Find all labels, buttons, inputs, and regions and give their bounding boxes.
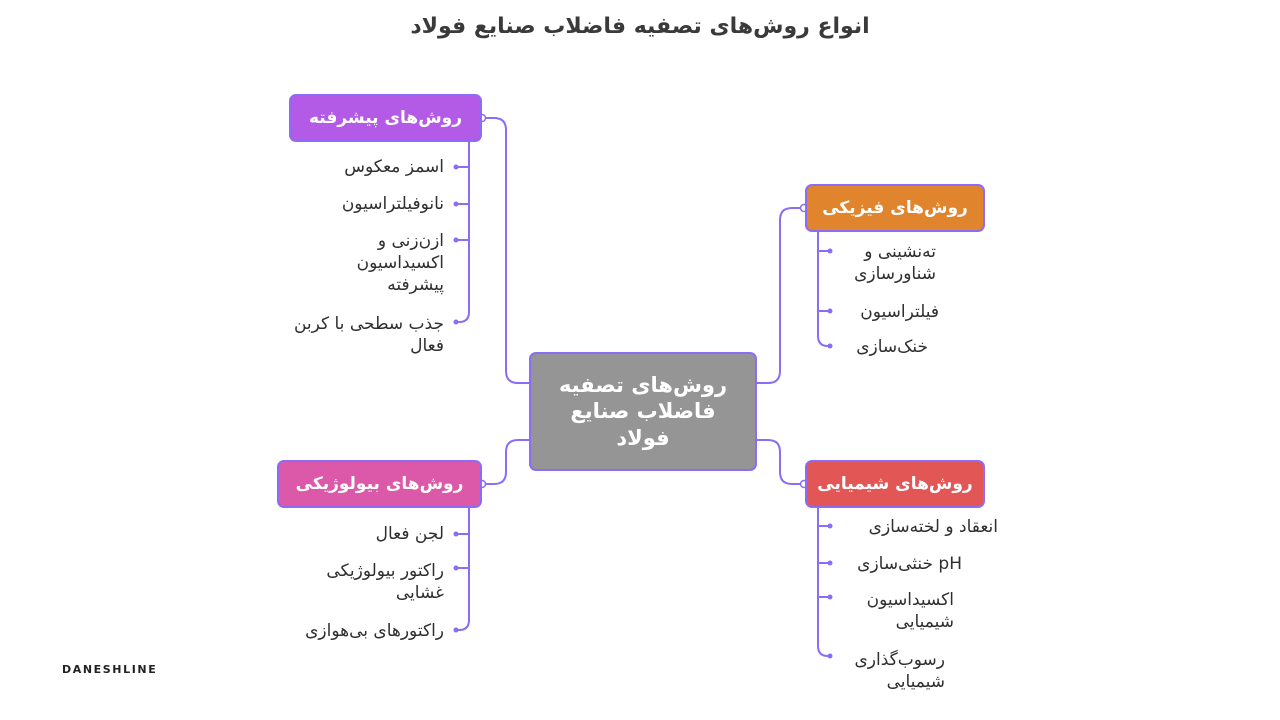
center-line-1: روش‌های تصفیه — [558, 373, 728, 398]
branch-physical-label: روش‌های فیزیکی — [822, 197, 968, 218]
chemical-item-4: رسوب‌گذاری شیمیایی — [854, 650, 945, 692]
chemical-item-1: انعقاد و لخته‌سازی — [868, 517, 998, 537]
connector-center-advanced — [483, 118, 529, 383]
chemical-item-3: اکسیداسیون شیمیایی — [866, 590, 954, 632]
chemical-spine — [818, 507, 830, 656]
branch-physical[interactable] — [805, 184, 985, 232]
biological-item-2: راکتور بیولوژیکی غشایی — [326, 561, 444, 603]
branch-chemical-label: روش‌های شیمیایی — [817, 473, 973, 494]
chemical-item-2: pH خنثی‌سازی — [857, 554, 962, 574]
biological-item-1: لجن فعال — [375, 524, 444, 544]
branch-biological-label: روش‌های بیولوژیکی — [295, 473, 464, 494]
center-line-2: فاضلاب صنایع — [570, 399, 716, 424]
branch-advanced-label: روش‌های پیشرفته — [308, 107, 463, 128]
connector-center-biological — [483, 440, 529, 484]
center-line-3: فولاد — [616, 425, 670, 450]
advanced-item-2: نانوفیلتراسیون — [341, 194, 444, 214]
center-node[interactable] — [529, 352, 757, 471]
physical-item-1: ته‌نشینی و شناورسازی — [854, 242, 936, 284]
advanced-item-3: ازن‌زنی و اکسیداسیون پیشرفته — [356, 231, 444, 295]
physical-item-2: فیلتراسیون — [860, 302, 939, 322]
physical-item-3: خنک‌سازی — [856, 337, 928, 357]
biological-item-3: راکتورهای بی‌هوازی — [305, 621, 444, 641]
connector-center-physical — [757, 208, 803, 383]
physical-spine — [818, 231, 830, 346]
advanced-item-1: اسمز معکوس — [344, 157, 444, 177]
advanced-item-4: جذب سطحی با کربن فعال — [293, 314, 444, 356]
diagram-title: انواع روش‌های تصفیه فاضلاب صنایع فولاد — [410, 14, 870, 39]
branch-biological[interactable] — [277, 460, 482, 508]
branch-advanced[interactable] — [289, 94, 482, 142]
brand-logo: DANESHLINE — [62, 663, 158, 676]
branch-chemical[interactable] — [805, 460, 985, 508]
connector-center-chemical — [757, 440, 803, 484]
